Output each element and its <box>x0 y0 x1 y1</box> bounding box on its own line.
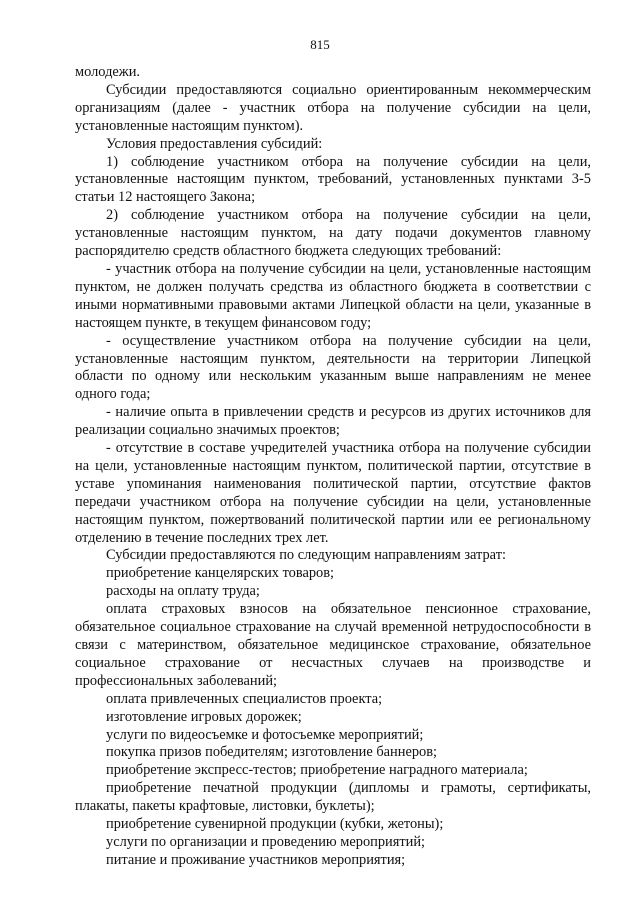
paragraph-expenses-heading: Субсидии предоставляются по следующим направлениям затрат: <box>106 547 506 564</box>
paragraph-condition-2: 2) соблюдение участником отбора на получение субсидии на цели, установленные настоящим пунктом, на дату подачи документов главному распорядителю средств областного бюджета следующих требований: <box>75 207 591 260</box>
paragraph-conditions-heading: Условия предоставления субсидий: <box>106 135 323 152</box>
expense-item: оплата страховых взносов на обязательное пенсионное страхование, обязательное социальное страхование на случай временной нетрудоспособности в связи с материнством, обязательное медицинское страхование, обязательное социальное страхование от несчастных случаев на производстве и профессиональных заболеваний; <box>75 601 591 689</box>
expense-item: приобретение канцелярских товаров; <box>106 565 335 582</box>
paragraph-youth-continuation: молодежи. <box>75 64 141 80</box>
expense-item: оплата привлеченных специалистов проекта; <box>106 690 383 707</box>
expense-item: приобретение экспресс-тестов; приобретение наградного материала; <box>106 762 528 779</box>
paragraph-requirement-experience: - наличие опыта в привлечении средств и ресурсов из других источников для реализации социально значимых проектов; <box>75 404 591 439</box>
document-body <box>75 64 591 870</box>
expense-item: изготовление игровых дорожек; <box>106 708 302 725</box>
expense-item: приобретение печатной продукции (дипломы и грамоты, сертификаты, плакаты, пакеты крафтовые, листовки, буклеты); <box>75 780 591 815</box>
expense-item: питание и проживание участников мероприятия; <box>106 851 406 868</box>
expense-item: расходы на оплату труда; <box>106 583 260 600</box>
paragraph-recipients: Субсидии предоставляются социально ориентированным некоммерческим организациям (далее - участник отбора на получение субсидии на цели, установленные настоящим пунктом). <box>75 81 591 134</box>
paragraph-requirement-activity: - осуществление участником отбора на получение субсидии на цели, установленные настоящим пунктом, деятельности на территории Липецкой области по одному или нескольким указанным выше направлениям не менее одного года; <box>75 332 591 403</box>
expense-item: услуги по видеосъемке и фотосъемке мероприятий; <box>106 726 424 743</box>
paragraph-requirement-no-party: - отсутствие в составе учредителей участника отбора на получение субсидии на цели, установленные настоящим пунктом, политической партии, отсутствие в уставе упоминания наименования политической партии, отсутствие фактов передачи участником отбора на получение субсидии на цели, установленные настоящим пунктом, пожертвований политической партии или ее региональному отделению в течение последних трех лет. <box>75 440 591 546</box>
paragraph-condition-1: 1) соблюдение участником отбора на получение субсидии на цели, установленные настоящим пунктом, требований, установленных пунктами 3-5 статьи 12 настоящего Закона; <box>75 153 591 206</box>
paragraph-requirement-no-other-funds: - участник отбора на получение субсидии на цели, установленные настоящим пунктом, не должен получать средства из областного бюджета в соответствии с иными нормативными правовыми актами Липецкой области на цели, указанные в настоящем пункте, в текущем финансовом году; <box>75 260 591 331</box>
expense-item: услуги по организации и проведению мероприятий; <box>106 833 426 850</box>
expense-item: покупка призов победителям; изготовление баннеров; <box>106 744 438 761</box>
expense-item: приобретение сувенирной продукции (кубки, жетоны); <box>106 816 444 833</box>
page-number: 815 <box>310 37 330 52</box>
